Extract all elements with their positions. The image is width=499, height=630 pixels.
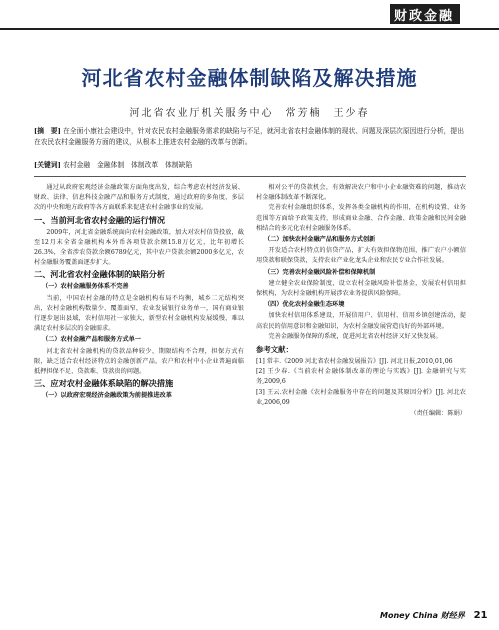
subsection-heading: （二）加快农村金融产品和服务方式创新 bbox=[264, 236, 376, 244]
reference-item: [3] 王云.农村金融《农村金融服务中存在的问题及其原因分析》[J]. 河北农业,2006,09 bbox=[256, 388, 466, 406]
subsection-heading: （一）以政府宏观经济金融政策为前提推进改革 bbox=[42, 392, 172, 400]
paragraph: 完善金融服务保障的系统，促进河北省农村经济又好又快发展。 bbox=[268, 332, 442, 340]
article-authors: 河北省农业厅机关服务中心 常芳楠 王少春 bbox=[129, 108, 370, 119]
subsection-heading: （四）优化农村金融生态环境 bbox=[264, 301, 345, 309]
page-number: 21 bbox=[473, 610, 488, 621]
paragraph: 加快农村信用体系建设，开展信用户、信用村、信用乡镇创建活动，提高农民的信用意识和金融知识，为农村金融发展营造良好的外部环境。 bbox=[256, 312, 466, 330]
reference-item: [2] 王少春.《当前农村金融体制改革的理论与实践》[J]. 金融研究与实务,2009,6 bbox=[256, 368, 466, 386]
abstract bbox=[34, 126, 466, 148]
section-heading-3: 三、应对农村金融体系缺陷的解决措施 bbox=[34, 378, 174, 389]
page-footer bbox=[380, 610, 487, 621]
abstract-text: 在全面小康社会建设中，针对农民农村金融服务需求的缺陷与不足，就河北省农村金融体制的现状、问题及深层次原因进行分析，提出在农民农村金融服务方面的建议，从根本上推进农村金融的改革与创新。 bbox=[34, 127, 465, 146]
subsection-heading: （三）完善农村金融风险补偿和保障机制 bbox=[264, 268, 376, 276]
header-bar bbox=[0, 0, 499, 30]
references-title: 参考文献： bbox=[256, 345, 293, 355]
abstract-label: [摘 要] bbox=[34, 127, 61, 135]
section-heading-2: 二、河北省农村金融体制的缺陷分析 bbox=[34, 269, 166, 280]
subsection-heading: （一）农村金融服务体系不完善 bbox=[42, 283, 129, 291]
section-label: 财政金融 bbox=[394, 9, 455, 24]
keywords-text: 农村金融 金融体制 体制改革 体制缺陷 bbox=[63, 161, 193, 169]
editor-note: （责任编辑：陈娟） bbox=[410, 410, 466, 418]
paragraph: 开发适合农村特点的信贷产品，扩大有效担保物范围，推广农户小额信用贷款和联保贷款，支持农业产业化龙头企业和农民专业合作社发展。 bbox=[256, 247, 466, 265]
paragraph: 建立健全农业保险制度，设立农村金融风险补偿基金，发展农村信用担保机构，为农村金融机构开展涉农业务提供风险保障。 bbox=[256, 279, 466, 298]
journal-name: Money China 财经界 bbox=[380, 611, 465, 620]
right-column bbox=[256, 183, 466, 419]
keywords-label: [关键词] bbox=[34, 161, 61, 169]
paragraph: 2009年，河北省金融系统面向农村金融政策，加大对农村信贷投放，截至12月末全省金融机构本外币各项贷款余额15.8万亿元，比年初增长26.3%，全省涉农贷款余额6789亿元，其中农户贷款余额2000多亿元，农村金融服务覆盖面逐步扩大。 bbox=[34, 228, 244, 267]
reference-item: [1] 常丰.《2009 河北省农村金融发展报告》[J]. 河北日报,2010,01,06 bbox=[256, 358, 453, 366]
paragraph: 完善农村金融组织体系，发挥各类金融机构的作用，在机构设置、业务范围等方面给予政策支持，形成商业金融、合作金融、政策金融和民间金融相结合的多元化农村金融服务体系。 bbox=[256, 204, 466, 232]
left-column bbox=[34, 183, 244, 402]
keywords bbox=[34, 160, 466, 170]
article-title: 河北省农村金融体制缺陷及解决措施 bbox=[81, 66, 418, 90]
subsection-heading: （二）农村金融产品和服务方式单一 bbox=[42, 336, 141, 344]
paragraph: 当前，中国农村金融的特点是金融机构布局不均衡，城乡二元结构突出，农村金融机构数量少、覆盖面窄，农业发展银行业务单一，国有商业银行逐步退出县域，农村信用社一家独大，新型农村金融机构发展缓慢，难以满足农村多层次的金融需求。 bbox=[34, 294, 244, 333]
divider bbox=[34, 176, 466, 177]
section-heading-1: 一、当前河北省农村金融的运行情况 bbox=[34, 214, 166, 225]
intro-paragraph: 通过从政府宏观经济金融政策方面角度出发，综合考虑农村经济发展、财政、法律、信息科技金融产品和服务方式制度，通过政府的多角度，多层次的中央和地方政府等各方面联系来促进农村金融事业的发展。 bbox=[34, 184, 244, 212]
paragraph: 河北省农村金融机构的贷款品种较少，期限结构不合理，担保方式有限，缺乏适合农村经济特点的金融创新产品，农户和农村中小企业普遍面临抵押担保不足、贷款难、贷款贵的问题。 bbox=[34, 347, 244, 376]
paragraph: 相对公平的贷款机会，有效解决农户和中小企业融资难的问题，推动农村金融体制改革不断深化。 bbox=[256, 184, 466, 202]
